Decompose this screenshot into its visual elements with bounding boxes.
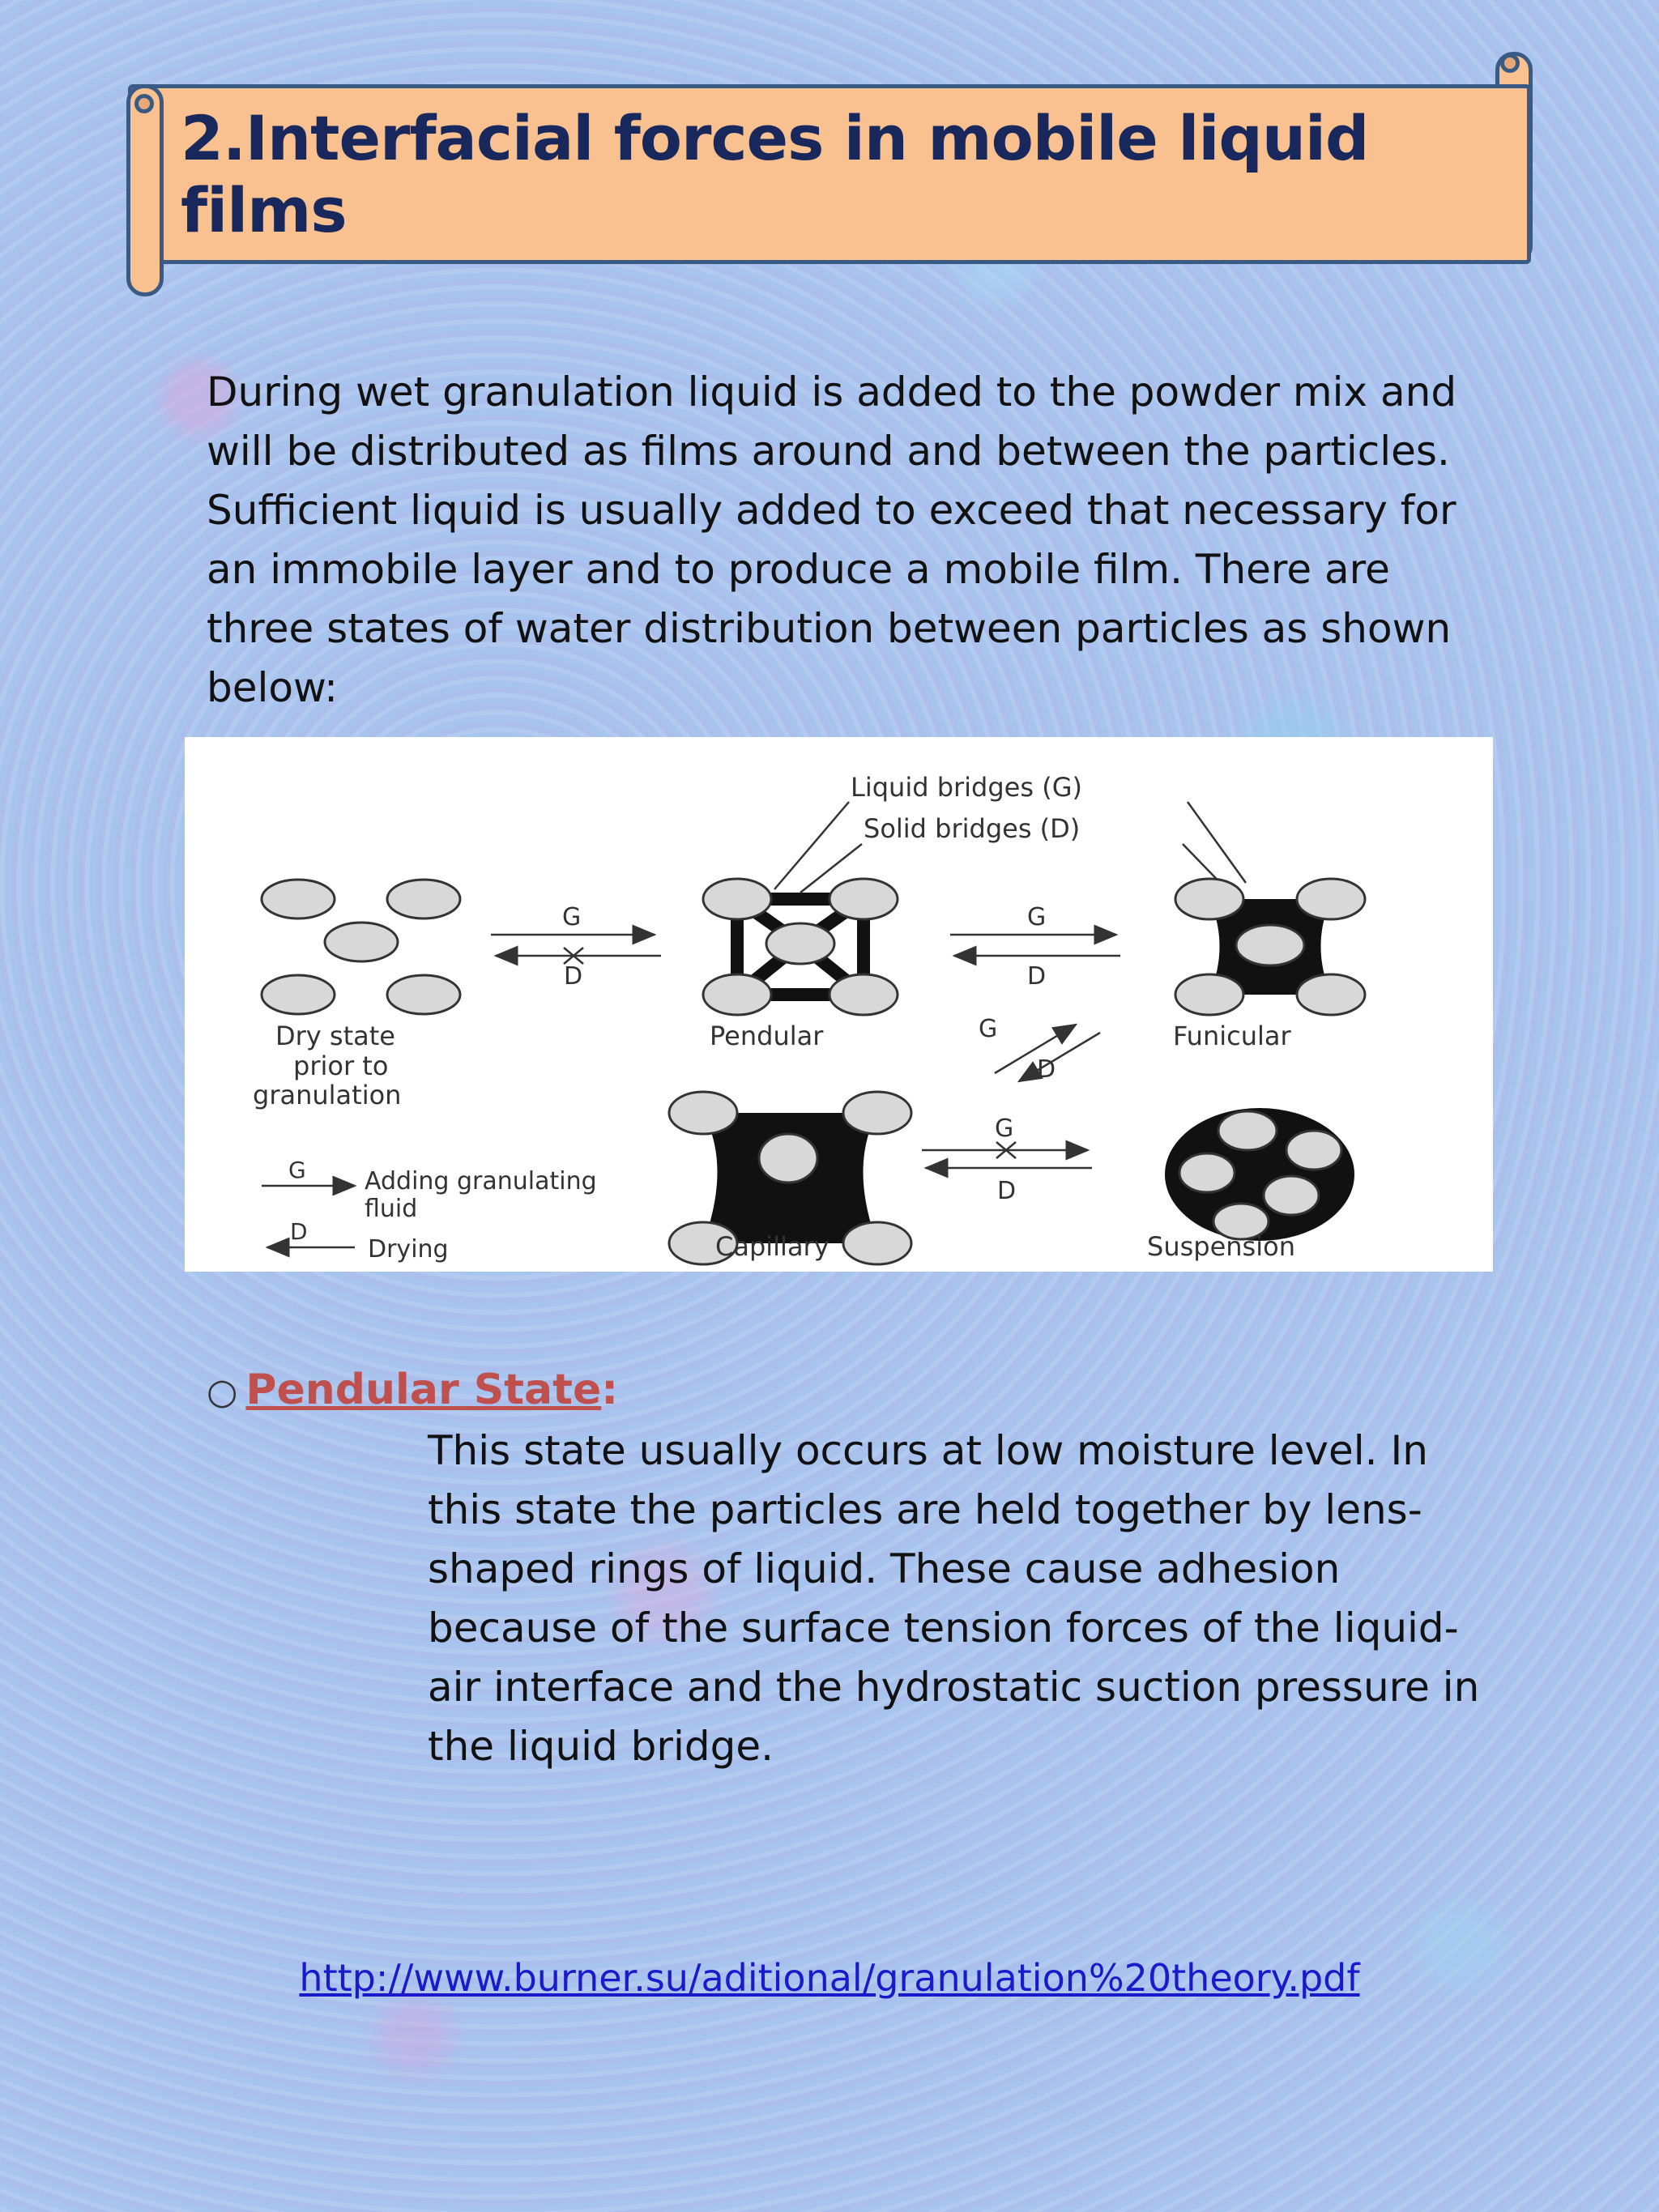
arrows-dry-pendular — [491, 935, 661, 964]
pendular-section — [207, 1361, 1535, 1776]
arrow-label-d-1: D — [564, 962, 583, 991]
arrow-label-d-4: D — [997, 1177, 1017, 1205]
suspension-particles — [1165, 1108, 1354, 1241]
diagram-svg — [185, 737, 1493, 1272]
arrow-label-g-3: G — [979, 1015, 998, 1043]
arrow-label-d-2: D — [1027, 962, 1047, 991]
pendular-heading — [207, 1361, 1535, 1421]
funicular-particles — [1175, 879, 1365, 1015]
pendular-heading-colon: : — [601, 1366, 619, 1414]
label-pendular: Pendular — [710, 1021, 824, 1051]
granulation-states-diagram — [185, 737, 1493, 1272]
label-solid-bridges: Solid bridges (D) — [864, 813, 1081, 844]
legend-adding-fluid-1: Adding granulating — [365, 1167, 597, 1196]
label-dry-state-2: prior to — [293, 1051, 389, 1081]
arrow-label-g-1: G — [562, 903, 582, 931]
arrow-label-d-3: D — [1037, 1055, 1056, 1084]
legend-adding-fluid-2: fluid — [365, 1195, 418, 1223]
pendular-heading-label: Pendular State — [245, 1366, 602, 1414]
page-title: 2.Interfacial forces in mobile liquid films — [181, 102, 1369, 246]
bullet-circle-icon: ○ — [207, 1371, 238, 1413]
arrows-pendular-funicular — [950, 935, 1120, 956]
label-suspension: Suspension — [1147, 1231, 1295, 1262]
label-capillary: Capillary — [715, 1231, 830, 1262]
label-dry-state-3: granulation — [253, 1080, 402, 1110]
label-funicular: Funicular — [1173, 1021, 1291, 1051]
pendular-particles — [703, 879, 898, 1015]
intro-paragraph: During wet granulation liquid is added to the powder mix and will be distributed as films around and between the particles. Sufficient liquid is usually added to exceed that necessary for an immobile layer and to produce a mobile film. There are three states of water distribution between particles as shown below: — [207, 369, 1457, 711]
legend-d: D — [290, 1218, 308, 1245]
source-link[interactable]: http://www.burner.su/aditional/granulation%20theory.pdf — [299, 1956, 1360, 2000]
title-banner — [128, 84, 1531, 264]
arrow-label-g-2: G — [1027, 903, 1047, 931]
scroll-curl-top — [1500, 53, 1520, 73]
label-dry-state-1: Dry state — [275, 1021, 395, 1051]
arrow-label-g-4: G — [995, 1115, 1014, 1143]
legend-g: G — [288, 1157, 306, 1183]
label-liquid-bridges: Liquid bridges (G) — [851, 772, 1082, 803]
legend-arrows — [262, 1186, 355, 1247]
arrows-capillary-suspension — [922, 1142, 1092, 1168]
dry-state-particles — [262, 880, 460, 1014]
legend-drying: Drying — [368, 1235, 449, 1264]
pendular-body: This state usually occurs at low moisture level. In this state the particles are held together by lens-shaped rings of liquid. These cause adhesion because of the surface tension forces of the liquid-air interface and the hydrostatic suction pressure in the liquid bridge. — [428, 1427, 1480, 1770]
